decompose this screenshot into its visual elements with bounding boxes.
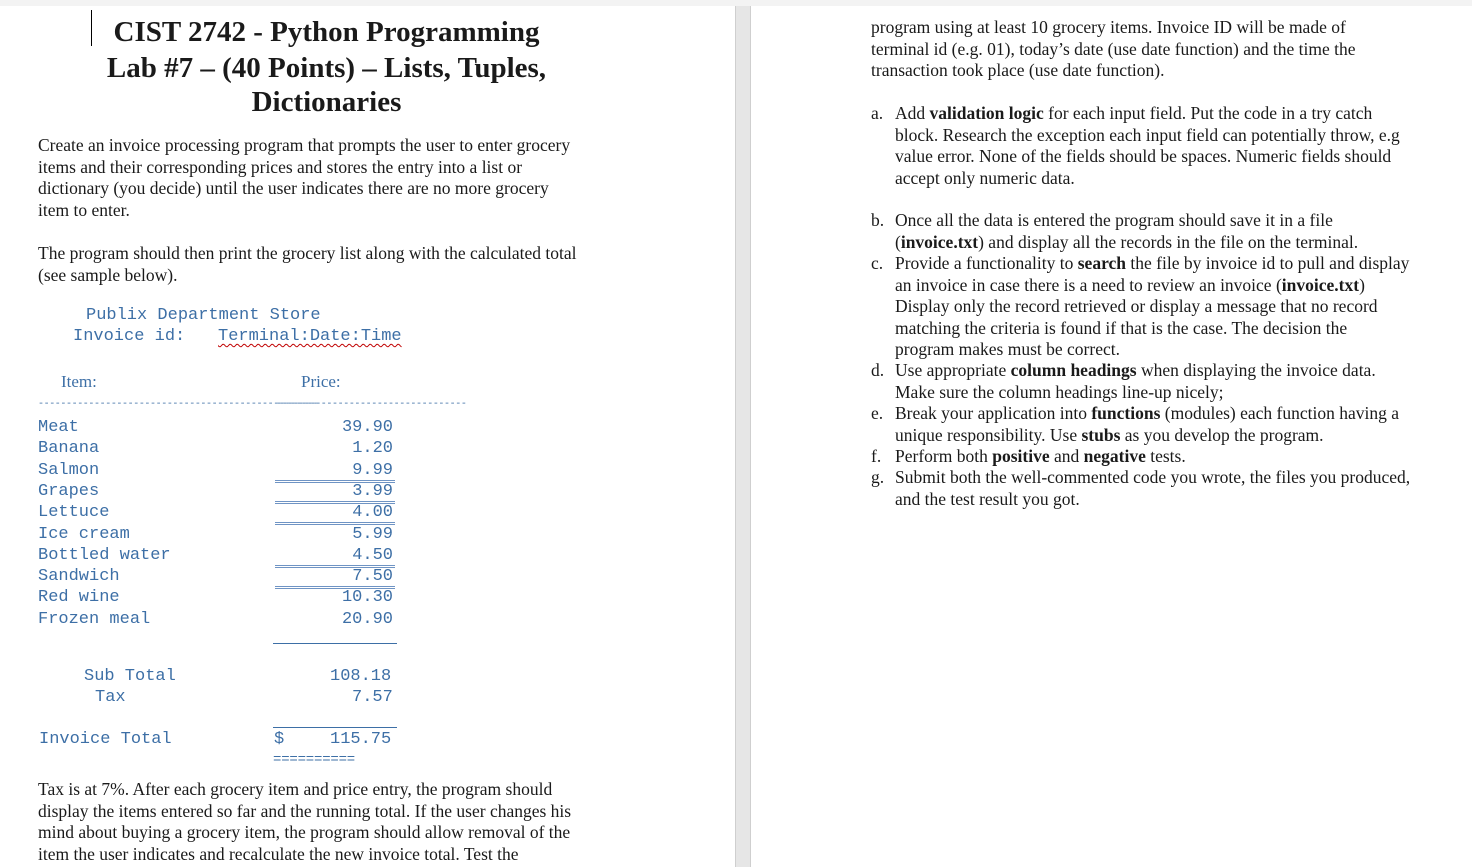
requirement-line: an invoice in case there is a need to review an invoice (invoice.txt) [895, 274, 1365, 295]
requirement-line: Make sure the column headings line-up nicely; [895, 381, 1224, 402]
requirement-line: accept only numeric data. [895, 167, 1075, 188]
requirement-line: Display only the record retrieved or display a message that no record [895, 296, 1378, 316]
subtotal-label: Sub Total [84, 667, 176, 686]
invoice-total-value: 115.75 [330, 730, 392, 749]
item-name: Bottled water [38, 545, 171, 565]
currency-symbol: $ [274, 730, 285, 749]
page-gutter [735, 6, 751, 867]
requirement-line: Provide a functionality to search the file by invoice id to pull and display [895, 253, 1410, 273]
tax-value: 7.57 [352, 688, 393, 707]
document-page-right[interactable]: program using at least 10 grocery items. Invoice ID will be made of terminal id (e.g. 01), today’s date (use date function) and the time the transaction took place (use date function). a. Add validation logic for each input field. Put the code in a try catch block. Research the exception each input field can potentially throw, e.g value error. None of the fields should be spaces. Numeric fields should accept only numeric data. b. Once all the data is entered the program should save it in a file (invoice.txt) and display all the records in the file on the terminal. c. Provide a functionality to search the file by invoice id to pull and display an invoice in case there is a need to review an invoice (invoice.txt) Display only the record retrieved or display a message that no record matching the criteria is found if that is the case. The decision the program makes must be correct. d. Use appropriate column headings when displaying the invoice data. Make sure the column headings line-up nicely; e. Break your application into functions (modules) each function having a unique responsibility. Use stubs as you develop the program. f. Perform both positive and negative tests. g. Submit both the well-commented code you wrote, the files you produced, and the test result you got. [751, 6, 1472, 867]
intro-paragraph-2: The program should then print the grocery list along with the calculated total (see sample below). [38, 243, 577, 285]
invoice-total-label: Invoice Total [39, 730, 172, 749]
requirement-line: Use appropriate column headings when displaying the invoice data. [895, 360, 1376, 380]
doc-title-line2: Lab #7 – (40 Points) – Lists, Tuples, [106, 52, 547, 84]
item-name: Meat [38, 418, 79, 437]
intro-paragraph-1: Create an invoice processing program that prompts the user to enter grocery items and their corresponding prices and stores the entry into a list or dictionary (you decide) until the user indicates there are no more grocery item to enter. [38, 135, 571, 220]
requirement-line: matching the criteria is found if that is the case. The decision the [895, 317, 1348, 338]
document-page-left[interactable] [0, 6, 735, 867]
invoice-id-value: Terminal:Date:Time [218, 327, 402, 346]
item-price: 1.20 [352, 439, 393, 459]
tax-label: Tax [95, 688, 126, 707]
requirement-line: and the test result you got. [895, 488, 1080, 509]
total-double-rule: ========== [273, 752, 356, 768]
total-rule-top [273, 727, 397, 728]
store-name: Publix Department Store [86, 306, 321, 325]
text-cursor [91, 10, 92, 46]
item-name: Salmon [38, 460, 100, 480]
requirement-line: (invoice.txt) and display all the records in the file on the terminal. [895, 231, 1359, 252]
requirement-line: value error. None of the fields should be spaces. Numeric fields should [895, 146, 1392, 166]
item-price: 5.99 [352, 524, 393, 544]
continued-paragraph: program using at least 10 grocery items. Invoice ID will be made of terminal id (e.g. 01), today’s date (use date function) and the time the transaction took place (use date function). [871, 17, 1356, 80]
requirement-line: Submit both the well-commented code you wrote, the files you produced, [895, 467, 1411, 487]
requirement-line: unique responsibility. Use stubs as you develop the program. [895, 424, 1324, 445]
requirement-line: Once all the data is entered the program should save it in a file [895, 210, 1333, 230]
doc-title-line3: Dictionaries [251, 86, 402, 118]
item-name: Ice cream [38, 524, 130, 544]
item-name: Red wine [38, 588, 120, 608]
item-name: Lettuce [38, 503, 110, 523]
item-header-rule: -------------------------------------------------- [38, 399, 319, 410]
requirement-line: block. Research the exception each input field can potentially throw, e.g [895, 124, 1400, 145]
doc-title-line1: CIST 2742 - Python Programming [113, 16, 540, 48]
item-price: 10.30 [341, 588, 393, 608]
item-price: 4.00 [275, 503, 395, 525]
item-price: 9.99 [275, 461, 395, 483]
requirement-line: Break your application into functions (modules) each function having a [895, 403, 1399, 423]
item-name: Grapes [38, 481, 100, 501]
price-column-header: Price: [301, 372, 341, 391]
price-header-rule: ---------------------------------- [276, 399, 467, 410]
item-column-header: Item: [61, 372, 97, 391]
requirement-line: program makes must be correct. [895, 339, 1120, 359]
requirement-line: Add validation logic for each input field. Put the code in a try catch [895, 103, 1373, 123]
invoice-id-label: Invoice id: [73, 327, 186, 346]
item-name: Banana [38, 439, 100, 459]
item-name: Frozen meal [38, 609, 151, 629]
item-price: 4.50 [275, 546, 395, 568]
subtotal-value: 108.18 [330, 667, 392, 686]
item-price: 20.90 [341, 609, 393, 629]
requirement-line: Perform both positive and negative tests. [895, 446, 1186, 466]
outro-paragraph: Tax is at 7%. After each grocery item and price entry, the program should display the items entered so far and the running total. If the user changes his mind about buying a grocery item, the program should allow removal of the item the user indicates and recalculate the new invoice total. Test the [38, 779, 572, 864]
subtotal-rule [273, 643, 397, 644]
item-price: 39.90 [341, 418, 393, 437]
item-name: Sandwich [38, 567, 120, 587]
item-price: 3.99 [275, 482, 395, 504]
item-price: 7.50 [275, 567, 395, 589]
